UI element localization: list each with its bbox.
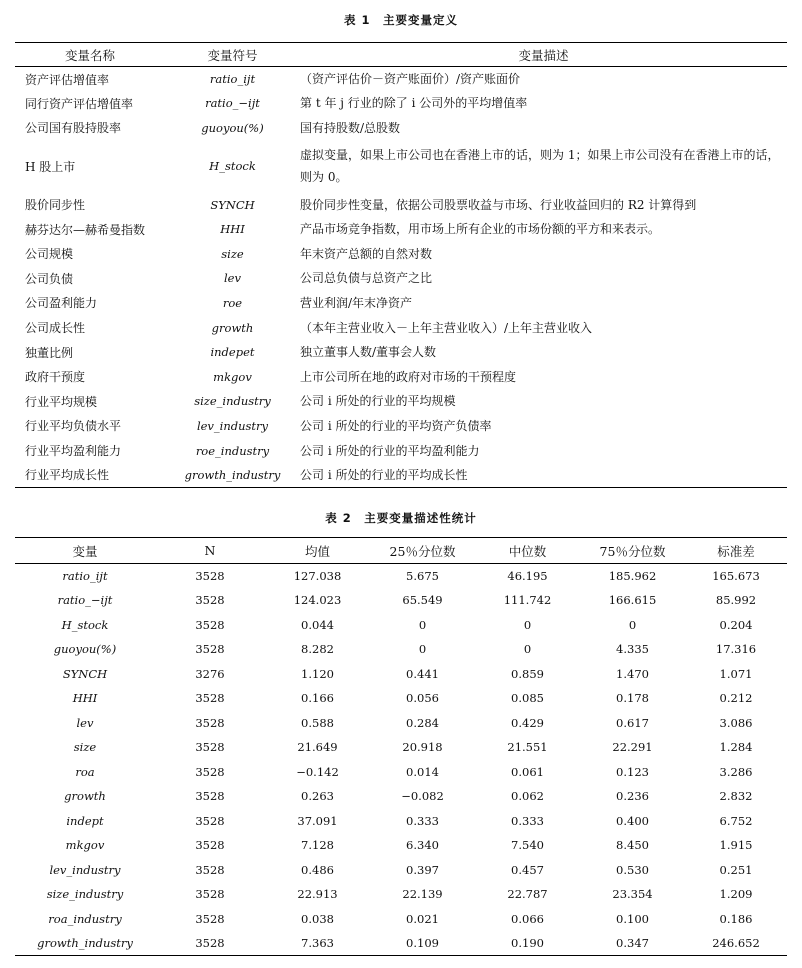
stat-p75-cell: 0.123 bbox=[616, 764, 649, 779]
variable-symbol-cell: roe bbox=[222, 295, 243, 310]
stat-n-cell: 3528 bbox=[195, 764, 225, 779]
variable-definition-table bbox=[15, 42, 787, 488]
stat-p75-cell: 0.347 bbox=[616, 936, 649, 950]
variable-name-cell: 同行资产评估增值率 bbox=[25, 96, 134, 111]
stat-n-cell: 3528 bbox=[195, 593, 225, 608]
variable-symbol-cell: SYNCH bbox=[210, 197, 255, 212]
table2-header-sd: 标准差 bbox=[717, 543, 755, 559]
stat-p75-cell: 0.100 bbox=[616, 911, 649, 926]
stat-p25-cell: 0.333 bbox=[406, 813, 439, 828]
variable-name-cell: 公司国有股持股率 bbox=[25, 121, 122, 136]
stat-n-cell: 3528 bbox=[195, 569, 225, 583]
stat-n-cell: 3528 bbox=[195, 936, 225, 950]
variable-symbol-cell: lev_industry bbox=[196, 418, 269, 433]
table1-row bbox=[15, 116, 787, 141]
stat-variable-cell: size_industry bbox=[46, 887, 124, 902]
stat-sd-cell: 1.209 bbox=[719, 887, 753, 902]
stat-median-cell: 0.061 bbox=[511, 764, 544, 779]
variable-name-cell: 股价同步性 bbox=[25, 198, 86, 213]
variable-name-cell: 资产评估增值率 bbox=[25, 72, 110, 87]
stat-p25-cell: 0.021 bbox=[406, 911, 439, 926]
table1-row bbox=[15, 241, 787, 266]
stat-median-cell: 0.190 bbox=[511, 936, 544, 950]
variable-symbol-cell: guoyou(%) bbox=[201, 120, 264, 135]
stat-sd-cell: 0.251 bbox=[719, 862, 753, 877]
table2-row bbox=[15, 760, 787, 785]
stat-mean-cell: 22.913 bbox=[297, 887, 338, 902]
table2-header-median: 中位数 bbox=[508, 543, 547, 559]
stat-median-cell: 22.787 bbox=[507, 887, 548, 902]
table1-row bbox=[15, 340, 787, 365]
variable-desc-cell: 公司总负债与总资产之比 bbox=[300, 271, 433, 286]
stat-p25-cell: 0.441 bbox=[406, 666, 439, 681]
table2-row bbox=[15, 931, 787, 956]
stat-variable-cell: mkgov bbox=[65, 838, 105, 853]
table2-row bbox=[15, 809, 787, 834]
stat-median-cell: 0.429 bbox=[511, 715, 544, 730]
table1-body bbox=[15, 67, 787, 488]
variable-desc-cell: 公司 i 所处的行业的平均盈利能力 bbox=[300, 443, 480, 458]
stat-p75-cell: 0.236 bbox=[616, 789, 649, 804]
stat-sd-cell: 0.186 bbox=[719, 911, 753, 926]
stat-variable-cell: SYNCH bbox=[62, 666, 108, 681]
table2-row bbox=[15, 613, 787, 638]
stat-median-cell: 0.085 bbox=[511, 691, 544, 706]
stat-mean-cell: 21.649 bbox=[297, 740, 338, 755]
table2-row bbox=[15, 858, 787, 883]
variable-desc-cell: （本年主营业收入－上年主营业收入）/上年主营业收入 bbox=[300, 320, 593, 335]
variable-symbol-cell: growth_industry bbox=[184, 467, 281, 482]
table1-row bbox=[15, 414, 787, 439]
stat-n-cell: 3528 bbox=[195, 715, 225, 730]
stat-median-cell: 7.540 bbox=[511, 838, 544, 853]
stat-mean-cell: 0.263 bbox=[301, 789, 334, 804]
variable-desc-cell: 上市公司所在地的政府对市场的干预程度 bbox=[300, 369, 517, 384]
stat-variable-cell: HHI bbox=[72, 691, 98, 706]
stat-mean-cell: 0.038 bbox=[301, 911, 334, 926]
stat-median-cell: 0.333 bbox=[511, 813, 544, 828]
stat-mean-cell: 37.091 bbox=[297, 813, 338, 828]
stat-median-cell: 21.551 bbox=[507, 740, 548, 755]
table2-row bbox=[15, 662, 787, 687]
stat-sd-cell: 17.316 bbox=[715, 642, 757, 657]
stat-p75-cell: 0.530 bbox=[616, 862, 649, 877]
variable-name-cell: 政府干预度 bbox=[25, 370, 86, 385]
stat-p25-cell: 0 bbox=[418, 642, 427, 657]
stat-variable-cell: guoyou(%) bbox=[53, 642, 117, 657]
stat-mean-cell: 127.038 bbox=[293, 569, 342, 583]
stat-variable-cell: ratio_−ijt bbox=[57, 593, 113, 608]
table2-header-p25: 25％分位数 bbox=[389, 543, 456, 559]
variable-name-cell: 行业平均盈利能力 bbox=[25, 444, 122, 459]
table1-header-symbol: 变量符号 bbox=[207, 47, 258, 63]
variable-name-cell: 公司成长性 bbox=[25, 321, 86, 336]
variable-symbol-cell: indepet bbox=[210, 345, 255, 360]
stat-p75-cell: 0.400 bbox=[616, 813, 649, 828]
stat-sd-cell: 165.673 bbox=[712, 569, 760, 583]
table1-row bbox=[15, 389, 787, 414]
variable-symbol-cell: HHI bbox=[220, 222, 245, 237]
table1-title: 表 1 主要变量定义 bbox=[343, 13, 458, 27]
stat-p25-cell: 65.549 bbox=[402, 593, 443, 608]
variable-symbol-cell: mkgov bbox=[213, 369, 252, 384]
stat-p75-cell: 0.617 bbox=[616, 715, 649, 730]
variable-symbol-cell: H_stock bbox=[209, 159, 256, 174]
table2-title: 表 2 主要变量描述性统计 bbox=[325, 511, 477, 525]
stat-sd-cell: 2.832 bbox=[719, 789, 753, 804]
stat-median-cell: 0.859 bbox=[511, 666, 544, 681]
descriptive-stats-table bbox=[15, 537, 787, 956]
stat-mean-cell: 124.023 bbox=[293, 593, 342, 608]
stat-variable-cell: size bbox=[73, 740, 97, 755]
variable-desc-cell: 独立董事人数/董事会人数 bbox=[300, 345, 437, 360]
variable-symbol-cell: size_industry bbox=[194, 394, 271, 409]
stat-n-cell: 3528 bbox=[195, 642, 225, 657]
variable-desc-cell: 第 t 年 j 行业的除了 i 公司外的平均增值率 bbox=[300, 96, 528, 111]
stat-variable-cell: growth_industry bbox=[37, 936, 133, 950]
stat-p75-cell: 8.450 bbox=[616, 838, 649, 853]
stat-mean-cell: 7.128 bbox=[301, 838, 334, 853]
table2-row bbox=[15, 686, 787, 711]
variable-desc-cell: 公司 i 所处的行业的平均成长性 bbox=[300, 467, 468, 482]
table1-row bbox=[15, 291, 787, 316]
variable-name-cell: 公司盈利能力 bbox=[25, 296, 98, 311]
stat-n-cell: 3528 bbox=[195, 887, 225, 902]
stat-mean-cell: 0.166 bbox=[301, 691, 334, 706]
stat-variable-cell: roa_industry bbox=[48, 911, 122, 926]
stat-n-cell: 3528 bbox=[195, 838, 225, 853]
stat-variable-cell: lev_industry bbox=[49, 862, 121, 877]
stat-p75-cell: 0.178 bbox=[616, 691, 649, 706]
stat-mean-cell: 7.363 bbox=[301, 936, 334, 950]
table2-row bbox=[15, 588, 787, 613]
stat-p25-cell: 0.056 bbox=[406, 691, 439, 706]
variable-symbol-cell: roe_industry bbox=[195, 443, 270, 458]
stat-mean-cell: 0.588 bbox=[301, 715, 334, 730]
table2-row bbox=[15, 711, 787, 736]
stat-sd-cell: 0.212 bbox=[719, 691, 753, 706]
table1-row bbox=[15, 463, 787, 488]
stat-p25-cell: −0.082 bbox=[401, 789, 444, 804]
table1-row bbox=[15, 438, 787, 463]
variable-name-cell: 公司负债 bbox=[25, 271, 74, 286]
table2-header-p75: 75％分位数 bbox=[599, 543, 666, 559]
stat-variable-cell: lev bbox=[76, 715, 94, 730]
table1-row bbox=[15, 364, 787, 389]
stat-n-cell: 3528 bbox=[195, 789, 225, 804]
table2-row bbox=[15, 907, 787, 932]
stat-mean-cell: 0.486 bbox=[301, 862, 334, 877]
variable-desc-cell: 国有持股数/总股数 bbox=[300, 120, 401, 135]
stat-p75-cell: 1.470 bbox=[616, 666, 649, 681]
stat-p25-cell: 0.284 bbox=[406, 715, 439, 730]
table2-row bbox=[15, 784, 787, 809]
stat-variable-cell: H_stock bbox=[61, 617, 109, 632]
stat-mean-cell: 0.044 bbox=[301, 617, 334, 632]
table2-row bbox=[15, 637, 787, 662]
stat-median-cell: 46.195 bbox=[507, 569, 548, 583]
stat-variable-cell: growth bbox=[64, 789, 106, 804]
variable-desc-cell: 虚拟变量，如果上市公司也在香港上市的话，则为 1；如果上市公司没有在香港上市的话，则为 0。 bbox=[300, 148, 780, 185]
stat-n-cell: 3528 bbox=[195, 911, 225, 926]
stat-p75-cell: 22.291 bbox=[612, 740, 653, 755]
variable-desc-cell: 营业利润/年末净资产 bbox=[300, 295, 413, 310]
stat-sd-cell: 1.071 bbox=[719, 666, 753, 681]
stat-p75-cell: 185.962 bbox=[608, 569, 657, 583]
variable-symbol-cell: ratio_ijt bbox=[209, 72, 256, 87]
table1-header-desc: 变量描述 bbox=[518, 47, 569, 63]
variable-name-cell: 赫芬达尔—赫希曼指数 bbox=[25, 222, 146, 237]
table1-row bbox=[15, 67, 787, 92]
stat-p75-cell: 0 bbox=[628, 617, 637, 632]
stat-sd-cell: 246.652 bbox=[712, 936, 760, 950]
stat-sd-cell: 1.915 bbox=[719, 838, 753, 853]
variable-desc-cell: 公司 i 所处的行业的平均规模 bbox=[300, 394, 456, 409]
stat-p25-cell: 0.397 bbox=[406, 862, 439, 877]
stat-n-cell: 3528 bbox=[195, 740, 225, 755]
table2-row bbox=[15, 735, 787, 760]
stat-p25-cell: 20.918 bbox=[402, 740, 443, 755]
stat-p25-cell: 0.109 bbox=[406, 936, 439, 950]
table1-header-row bbox=[15, 43, 787, 67]
table2-header-n: N bbox=[204, 543, 216, 558]
stat-sd-cell: 85.992 bbox=[715, 593, 757, 608]
variable-symbol-cell: growth bbox=[211, 320, 254, 335]
variable-name-cell: 公司规模 bbox=[25, 247, 74, 262]
stat-variable-cell: indept bbox=[66, 813, 104, 828]
stat-n-cell: 3276 bbox=[195, 666, 225, 681]
stat-p25-cell: 22.139 bbox=[402, 887, 443, 902]
stat-p75-cell: 23.354 bbox=[612, 887, 653, 902]
stat-variable-cell: ratio_ijt bbox=[62, 569, 108, 583]
variable-desc-cell: （资产评估价－资产账面价）/资产账面价 bbox=[300, 72, 521, 87]
table1-row bbox=[15, 91, 787, 116]
stat-n-cell: 3528 bbox=[195, 691, 225, 706]
stat-sd-cell: 0.204 bbox=[719, 617, 753, 632]
table1-row bbox=[15, 266, 787, 291]
stat-p25-cell: 6.340 bbox=[406, 838, 439, 853]
stat-median-cell: 0.066 bbox=[511, 911, 544, 926]
stat-n-cell: 3528 bbox=[195, 813, 225, 828]
stat-median-cell: 0 bbox=[523, 642, 532, 657]
stat-median-cell: 0 bbox=[523, 617, 532, 632]
variable-name-cell: 独董比例 bbox=[25, 345, 74, 360]
table1-row bbox=[15, 217, 787, 242]
table1-row bbox=[15, 315, 787, 340]
stat-median-cell: 111.742 bbox=[503, 593, 552, 608]
stat-mean-cell: 8.282 bbox=[301, 642, 334, 657]
variable-name-cell: H 股上市 bbox=[25, 159, 76, 174]
stat-mean-cell: −0.142 bbox=[296, 764, 339, 779]
variable-desc-cell: 产品市场竞争指数，用市场上所有企业的市场份额的平方和来表示。 bbox=[300, 222, 661, 237]
table2-header-mean: 均值 bbox=[304, 543, 330, 559]
variable-name-cell: 行业平均负债水平 bbox=[25, 419, 122, 434]
stat-sd-cell: 6.752 bbox=[719, 813, 753, 828]
stat-p75-cell: 166.615 bbox=[608, 593, 657, 608]
table1-row bbox=[15, 192, 787, 217]
stat-p25-cell: 0 bbox=[418, 617, 427, 632]
stat-sd-cell: 3.286 bbox=[719, 764, 753, 779]
variable-desc-cell: 股价同步性变量，依据公司股票收益与市场、行业收益回归的 R2 计算得到 bbox=[300, 197, 697, 212]
stat-sd-cell: 3.086 bbox=[719, 715, 753, 730]
table2-body bbox=[15, 564, 787, 956]
variable-symbol-cell: ratio_−ijt bbox=[205, 96, 260, 111]
table2-header-var: 变量 bbox=[72, 543, 98, 559]
stat-p75-cell: 4.335 bbox=[616, 642, 649, 657]
variable-symbol-cell: lev bbox=[224, 271, 241, 286]
stat-mean-cell: 1.120 bbox=[301, 666, 334, 681]
variable-name-cell: 行业平均规模 bbox=[25, 394, 98, 409]
variable-desc-cell: 公司 i 所处的行业的平均资产负债率 bbox=[300, 418, 492, 433]
stat-p25-cell: 0.014 bbox=[406, 764, 439, 779]
stat-n-cell: 3528 bbox=[195, 862, 225, 877]
table2-row bbox=[15, 882, 787, 907]
stat-sd-cell: 1.284 bbox=[719, 740, 753, 755]
variable-symbol-cell: size bbox=[221, 246, 244, 261]
table2-row bbox=[15, 833, 787, 858]
table1-row bbox=[15, 140, 787, 192]
table2-header-row bbox=[15, 538, 787, 564]
table1-header-name: 变量名称 bbox=[64, 47, 115, 63]
stat-p25-cell: 5.675 bbox=[406, 569, 439, 583]
stat-median-cell: 0.062 bbox=[511, 789, 544, 804]
variable-desc-cell: 年末资产总额的自然对数 bbox=[300, 246, 433, 261]
stat-n-cell: 3528 bbox=[195, 617, 225, 632]
variable-name-cell: 行业平均成长性 bbox=[25, 468, 110, 483]
table2-row bbox=[15, 564, 787, 589]
stat-median-cell: 0.457 bbox=[511, 862, 544, 877]
stat-variable-cell: roa bbox=[75, 764, 95, 779]
